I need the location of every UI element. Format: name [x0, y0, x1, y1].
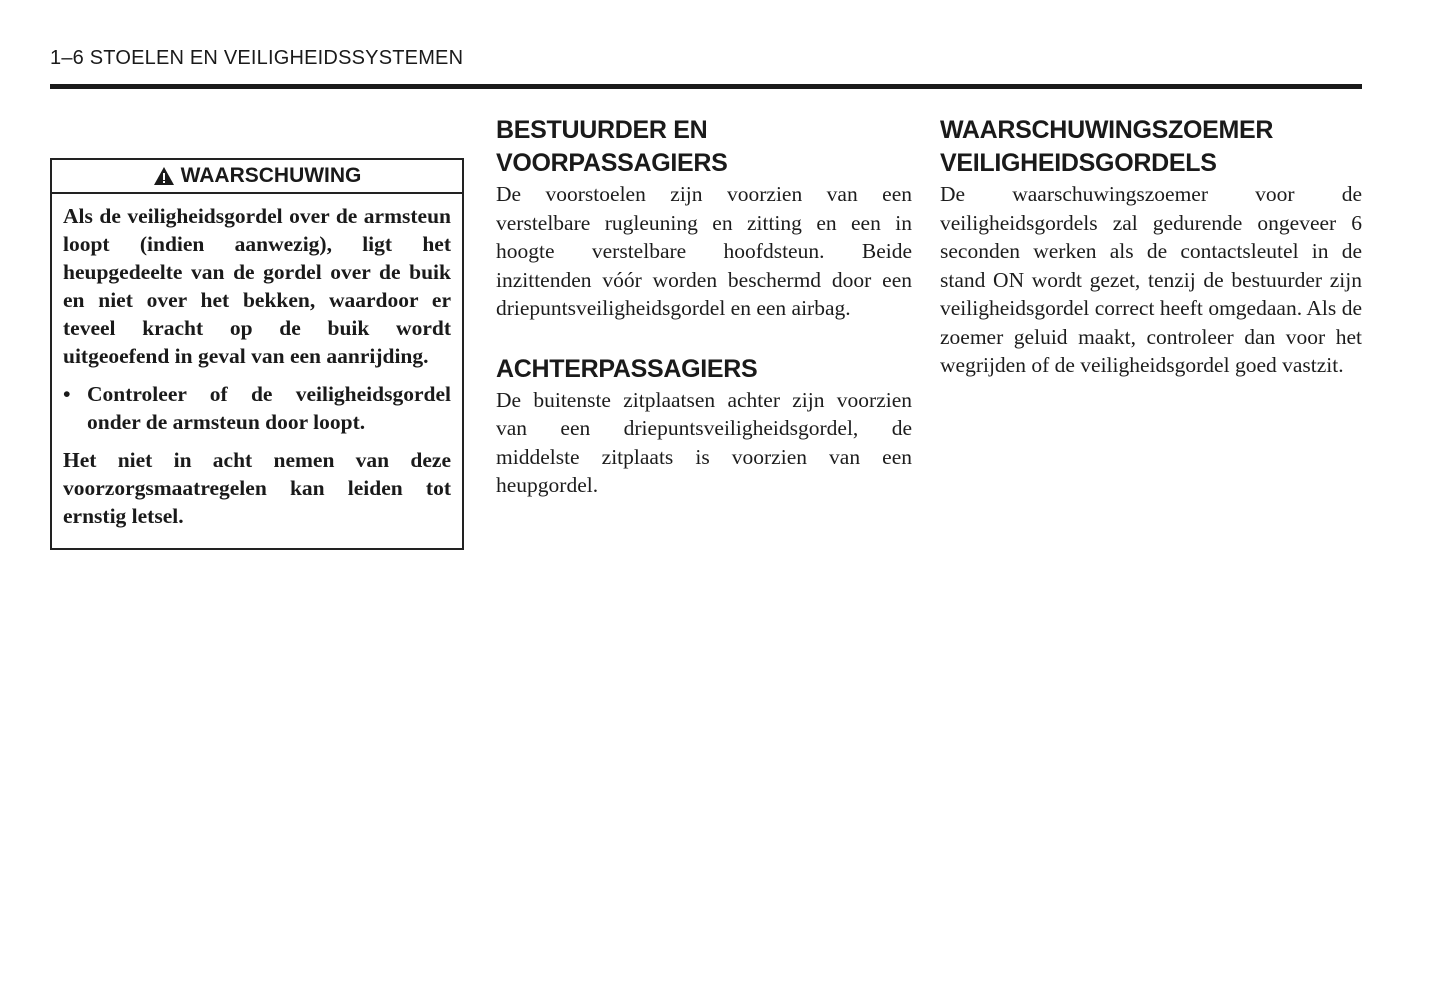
rear-passengers-text: De buitenste zitplaatsen achter zijn voorzien van een driepuntsveiligheidsgordel, de middelste zitplaats is voorzien van een heupgordel. — [496, 387, 912, 497]
front-passengers-text: De voorstoelen zijn voorzien van een verstelbare rugleuning en zitting en een in hoogte verstelbare hoofdsteun. Beide inzittenden vóór worden beschermd door een driepuntsveiligheidsgordel en een airbag. — [496, 182, 912, 320]
warning-bullet-item — [63, 380, 451, 436]
header-rule — [50, 84, 1362, 89]
warning-heading — [52, 160, 462, 194]
seatbelt-buzzer-text: De waarschuwingszoemer voor de veiligheidsgordels zal gedurende ongeveer 6 seconden werken als de contactsleutel in de stand ON wordt gezet, tenzij de bestuurder zijn veiligheidsgordel correct heeft omgedaan. Als de zoemer geluid maakt, controleer dan voor het wegrijden of de veiligheidsgordel goed vastzit. — [940, 182, 1362, 377]
warning-triangle-icon — [153, 166, 175, 186]
warning-paragraph-2: Het niet in acht nemen van deze voorzorgsmaatregelen kan leiden tot ernstig letsel. — [63, 448, 451, 528]
section-heading-seatbelt-buzzer: WAARSCHUWINGSZOEMER VEILIGHEIDSGORDELS — [940, 116, 1274, 177]
section-heading-rear-passengers: ACHTERPASSAGIERS — [496, 354, 758, 383]
bullet-icon: • — [63, 382, 71, 406]
warning-box — [50, 158, 464, 550]
middle-column — [496, 114, 912, 500]
warning-body — [52, 194, 462, 530]
warning-paragraph-1: Als de veiligheidsgordel over de armsteun loopt (indien aanwezig), ligt het heupgedeelte van de gordel over de buik en niet over het bekken, waardoor er teveel kracht op de buik wordt uitgeoefend in geval van een aanrijding. — [63, 204, 451, 368]
section-heading-front-passengers: BESTUURDER EN VOORPASSAGIERS — [496, 116, 728, 177]
warning-bullet-text: Controleer of de veiligheidsgordel onder de armsteun door loopt. — [87, 382, 451, 434]
right-column — [940, 114, 1362, 380]
warning-title: WAARSCHUWING — [180, 164, 362, 187]
page-header: 1–6 STOELEN EN VEILIGHEIDSSYSTEMEN — [50, 47, 464, 69]
